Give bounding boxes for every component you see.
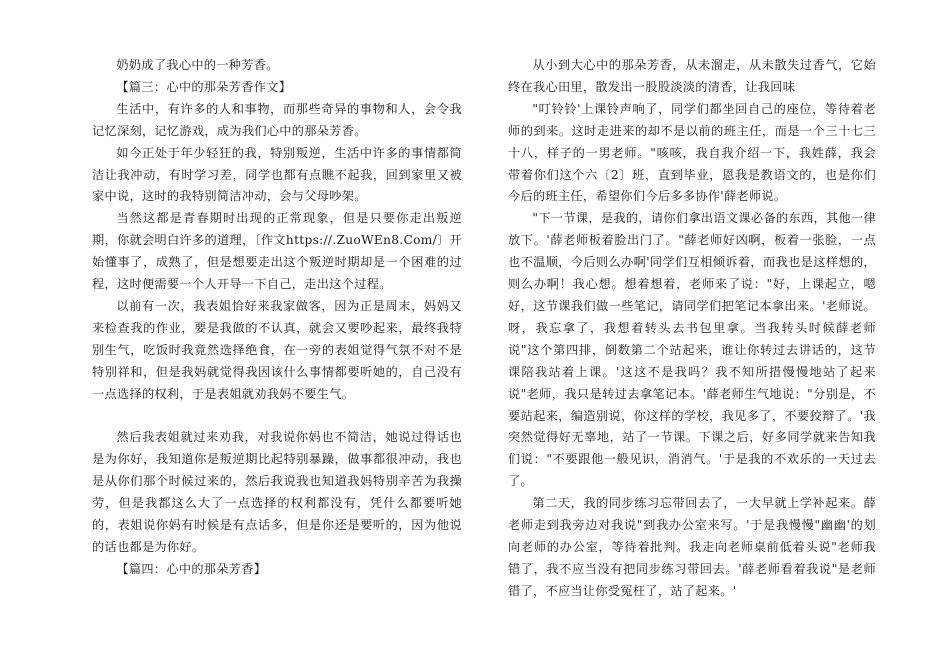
section-heading: 【篇四：心中的那朵芳香】 — [116, 561, 267, 576]
blank-line — [92, 406, 462, 428]
paragraph: 如今正处于年少轻狂的我，特别叛逆，生活中许多的事情都简洁让我冲动，有时学习差，同学也都有点瞧不起我，回到家里又被家中说，这时的我特别简洁冲动，会与父母吵架。 — [92, 145, 462, 204]
paragraph: 奶奶成了我心中的一种芳香。 — [116, 58, 279, 72]
right-column — [508, 55, 876, 603]
paragraph: 生活中，有许多的人和事物，而那些奇异的事物和人，会令我记忆深刻，记忆游戏，成为我们心中的那朵芳香。 — [92, 101, 462, 138]
paragraph: 从小到大心中的那朵芳香，从未溜走，从未散失过香气，它始终在我心田里，散发出一股股淡淡的清香，让我回味 — [508, 58, 876, 94]
paragraph: "叮铃铃'上课铃声响了，同学们都坐回自己的座位，等待着老师的到来。这时走进来的却不是以前的班主任，而是一个三十七三十八，样子的一男老师。"咳咳，我自我介绍一下，我姓薛，我会带着你们这个六〔2〕班，直到毕业，恩我是教语文的，也是你们今后的班主任，希望你们今后多多协作'薛老师说。 — [508, 101, 876, 204]
paragraph: 当然这都是青春期时出现的正常现象，但是只要你走出叛逆期，你就会明白许多的道理，〔作文https://.ZuoWEn8.Com/〕开始懂事了，成熟了，但是想要走出这个叛逆时期却是一个困难的过程，这时便需要一个人开导一下自己，走出这个过程。 — [92, 211, 462, 292]
paragraph: 然后我表姐就过来劝我，对我说你妈也不简洁，她说过得话也是为你好，我知道你是叛逆期比起特别暴躁，做事都很冲动，我也是从你们那个时候过来的，然后我说我也知道我妈特别辛苦为我操劳，但是我都这么大了一点选择的权利都没有，凭什么都要听她的，表姐说你妈有时候是有点话多，但是你还是要听的，因为他说的话也都是为你好。 — [92, 430, 462, 554]
paragraph: "下一节课，是我的，请你们拿出语文课必备的东西，其他一律放下。'薛老师板着脸出门了。"薛老师好凶啊，板着一张脸，一点也不温顺，今后则么办啊'同学们互相倾诉着，而我也是这样想的，则么办啊！我心想。想着想着，老师来了说："好，上课起立，嗯好，这节课我们做一些笔记，请同学们把笔记本拿出来。'老师说。呀，我忘拿了，我想着转头去书包里拿。当我转头时候薛老师说"这个第四排，倒数第二个站起来，谁让你转过去讲话的，这节课陪我站着上课。'这这不是我吗？我不知所措慢慢地站了起来说"老师，我只是转过去拿笔记本。'薛老师生气地说："分别是，不要站起来，编造别说，你这样的学校，我见多了，不要狡辩了。'我突然觉得好无辜地，站了一节课。下课之后，好多同学就来告知我们说："不要跟他一般见识，消消气。'于是我的不欢乐的一天过去了。 — [508, 211, 876, 489]
section-heading: 【篇三：心中的那朵芳香作文】 — [116, 79, 292, 94]
paragraph: 第二天，我的同步练习忘带回去了，一大早就上学补起来。薛老师走到我旁边对我说"到我办公室来写。'于是我慢慢"幽幽'的划向老师的办公室，等待着批判。我走向老师桌前低着头说"老师我错了，我不应当没有把同步练习带回去。'薛老师看着我说"是老师错了，不应当让你受冤枉了，站了起来。' — [508, 496, 876, 598]
left-column — [92, 55, 462, 581]
paragraph: 以前有一次，我表姐恰好来我家做客，因为正是周末，妈妈又来检查我的作业，要是我做的不认真，就会又要吵起来，最终我特别生气，吃饭时我竟然选择绝食，在一旁的表姐觉得气氛不对不是特别祥和，但是我妈就觉得我因该什么事情都要听她的，自己没有一点选择的权利，于是表姐就劝我妈不要生气。 — [92, 298, 462, 401]
